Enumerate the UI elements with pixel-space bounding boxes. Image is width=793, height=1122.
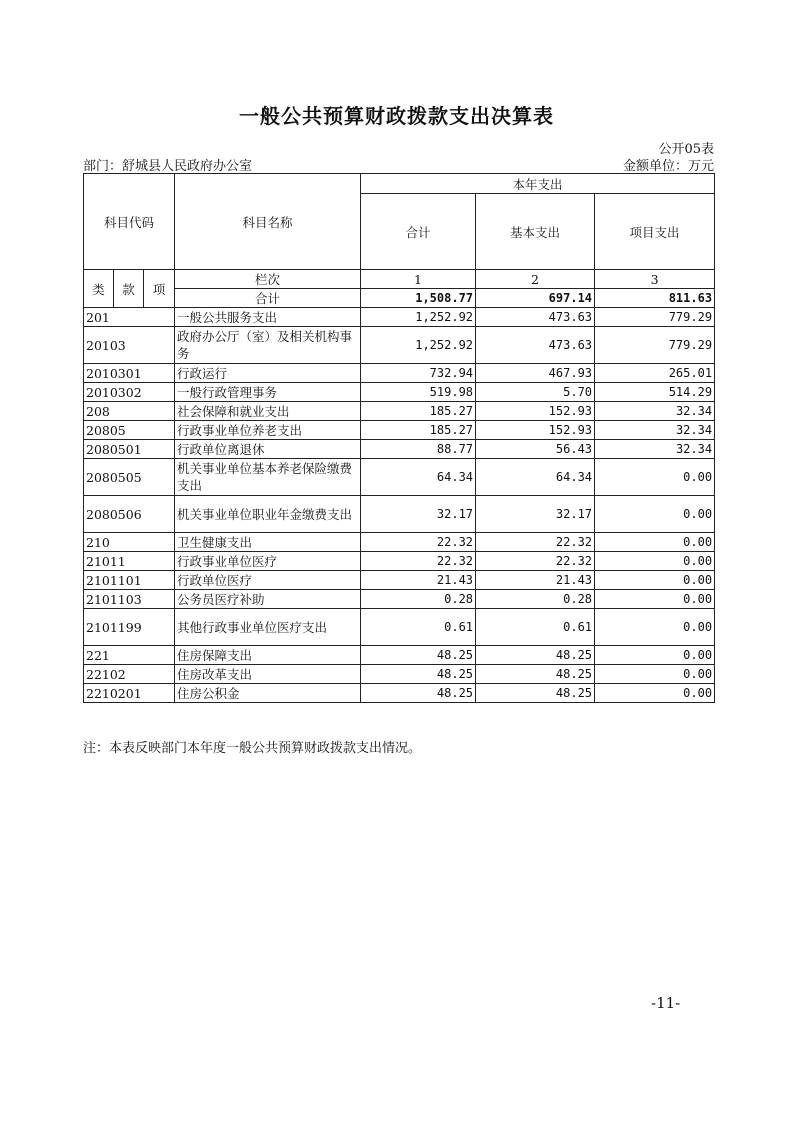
table-note: 注：本表反映部门本年度一般公共预算财政拨款支出情况。 — [83, 741, 422, 756]
table-row — [84, 327, 715, 364]
table-row — [84, 533, 715, 552]
row-basic: 22.32 — [476, 552, 595, 571]
table-row — [84, 364, 715, 383]
header-basic: 基本支出 — [476, 194, 595, 270]
table-row — [84, 646, 715, 665]
row-total: 185.27 — [361, 402, 476, 421]
row-total: 732.94 — [361, 364, 476, 383]
row-project: 0.00 — [595, 552, 715, 571]
row-project: 0.00 — [595, 646, 715, 665]
row-project: 265.01 — [595, 364, 715, 383]
row-code: 2101101 — [84, 571, 175, 590]
row-total: 0.61 — [361, 609, 476, 646]
header-code: 科目代码 — [84, 174, 175, 270]
header-kuan: 款 — [114, 270, 144, 308]
header-total: 合计 — [361, 194, 476, 270]
row-project: 779.29 — [595, 327, 715, 364]
amount-unit-label: 金额单位：万元 — [622, 159, 714, 174]
department-label: 部门：舒城县人民政府办公室 — [83, 159, 253, 174]
row-name: 行政运行 — [175, 364, 361, 383]
row-basic: 0.28 — [476, 590, 595, 609]
row-total: 185.27 — [361, 421, 476, 440]
table-row — [84, 383, 715, 402]
row-total: 48.25 — [361, 646, 476, 665]
row-name: 公务员医疗补助 — [175, 590, 361, 609]
row-basic: 152.93 — [476, 402, 595, 421]
row-name: 一般行政管理事务 — [175, 383, 361, 402]
row-project: 0.00 — [595, 590, 715, 609]
table-row — [84, 552, 715, 571]
row-basic: 48.25 — [476, 646, 595, 665]
row-name: 行政单位医疗 — [175, 571, 361, 590]
row-total: 22.32 — [361, 533, 476, 552]
row-code: 22102 — [84, 665, 175, 684]
header-name: 科目名称 — [175, 174, 361, 270]
row-basic: 152.93 — [476, 421, 595, 440]
row-project: 0.00 — [595, 684, 715, 703]
row-code: 208 — [84, 402, 175, 421]
row-project: 0.00 — [595, 496, 715, 533]
row-basic: 5.70 — [476, 383, 595, 402]
table-row — [84, 459, 715, 496]
row-total: 64.34 — [361, 459, 476, 496]
table-row — [84, 402, 715, 421]
row-code: 2010301 — [84, 364, 175, 383]
row-code: 221 — [84, 646, 175, 665]
row-name: 卫生健康支出 — [175, 533, 361, 552]
row-total: 1,252.92 — [361, 308, 476, 327]
row-name: 行政事业单位养老支出 — [175, 421, 361, 440]
row-name: 住房改革支出 — [175, 665, 361, 684]
row-code: 21011 — [84, 552, 175, 571]
row-code: 2101199 — [84, 609, 175, 646]
row-name: 住房保障支出 — [175, 646, 361, 665]
row-name: 一般公共服务支出 — [175, 308, 361, 327]
row-project: 32.34 — [595, 402, 715, 421]
row-basic: 0.61 — [476, 609, 595, 646]
row-name: 机关事业单位职业年金缴费支出 — [175, 496, 361, 533]
row-basic: 32.17 — [476, 496, 595, 533]
form-number: 公开05表 — [658, 142, 714, 157]
row-code: 2080506 — [84, 496, 175, 533]
row-total: 88.77 — [361, 440, 476, 459]
row-basic: 21.43 — [476, 571, 595, 590]
table-row — [84, 590, 715, 609]
row-total: 21.43 — [361, 571, 476, 590]
table-row — [84, 308, 715, 327]
row-project: 0.00 — [595, 459, 715, 496]
row-code: 20103 — [84, 327, 175, 364]
row-basic: 467.93 — [476, 364, 595, 383]
header-col-2: 2 — [476, 270, 595, 289]
table-row — [84, 421, 715, 440]
row-project: 0.00 — [595, 571, 715, 590]
expenditure-table — [83, 173, 715, 703]
row-name: 住房公积金 — [175, 684, 361, 703]
row-total: 48.25 — [361, 665, 476, 684]
header-col-label: 栏次 — [175, 270, 361, 289]
table-row — [84, 440, 715, 459]
page-title: 一般公共预算财政拨款支出决算表 — [239, 104, 554, 128]
row-basic: 64.34 — [476, 459, 595, 496]
row-project: 779.29 — [595, 308, 715, 327]
row-project: 32.34 — [595, 440, 715, 459]
header-lei: 类 — [84, 270, 114, 308]
row-name: 行政单位离退休 — [175, 440, 361, 459]
row-total: 48.25 — [361, 684, 476, 703]
header-project: 项目支出 — [595, 194, 715, 270]
total-row-label: 合计 — [175, 289, 361, 308]
row-code: 2010302 — [84, 383, 175, 402]
row-code: 2080501 — [84, 440, 175, 459]
row-basic: 48.25 — [476, 665, 595, 684]
row-total: 519.98 — [361, 383, 476, 402]
row-total: 0.28 — [361, 590, 476, 609]
row-code: 2080505 — [84, 459, 175, 496]
page-number: -11- — [651, 994, 681, 1012]
row-code: 2101103 — [84, 590, 175, 609]
row-name: 机关事业单位基本养老保险缴费支出 — [175, 459, 361, 496]
row-total: 1,252.92 — [361, 327, 476, 364]
row-name: 政府办公厅（室）及相关机构事务 — [175, 327, 361, 364]
table-row — [84, 684, 715, 703]
header-year-expense: 本年支出 — [361, 174, 715, 194]
table-row — [84, 609, 715, 646]
table-row — [84, 665, 715, 684]
row-code: 2210201 — [84, 684, 175, 703]
table-row — [84, 571, 715, 590]
row-project: 32.34 — [595, 421, 715, 440]
row-total: 32.17 — [361, 496, 476, 533]
row-basic: 56.43 — [476, 440, 595, 459]
row-project: 0.00 — [595, 665, 715, 684]
row-code: 20805 — [84, 421, 175, 440]
row-name: 行政事业单位医疗 — [175, 552, 361, 571]
row-basic: 473.63 — [476, 308, 595, 327]
total-row-total: 1,508.77 — [361, 289, 476, 308]
row-name: 其他行政事业单位医疗支出 — [175, 609, 361, 646]
row-name: 社会保障和就业支出 — [175, 402, 361, 421]
header-xiang: 项 — [144, 270, 175, 308]
row-project: 0.00 — [595, 609, 715, 646]
header-col-3: 3 — [595, 270, 715, 289]
row-code: 210 — [84, 533, 175, 552]
total-row-basic: 697.14 — [476, 289, 595, 308]
row-project: 514.29 — [595, 383, 715, 402]
row-project: 0.00 — [595, 533, 715, 552]
row-basic: 22.32 — [476, 533, 595, 552]
row-total: 22.32 — [361, 552, 476, 571]
table-row — [84, 496, 715, 533]
total-row-project: 811.63 — [595, 289, 715, 308]
row-code: 201 — [84, 308, 175, 327]
row-basic: 473.63 — [476, 327, 595, 364]
row-basic: 48.25 — [476, 684, 595, 703]
header-col-1: 1 — [361, 270, 476, 289]
